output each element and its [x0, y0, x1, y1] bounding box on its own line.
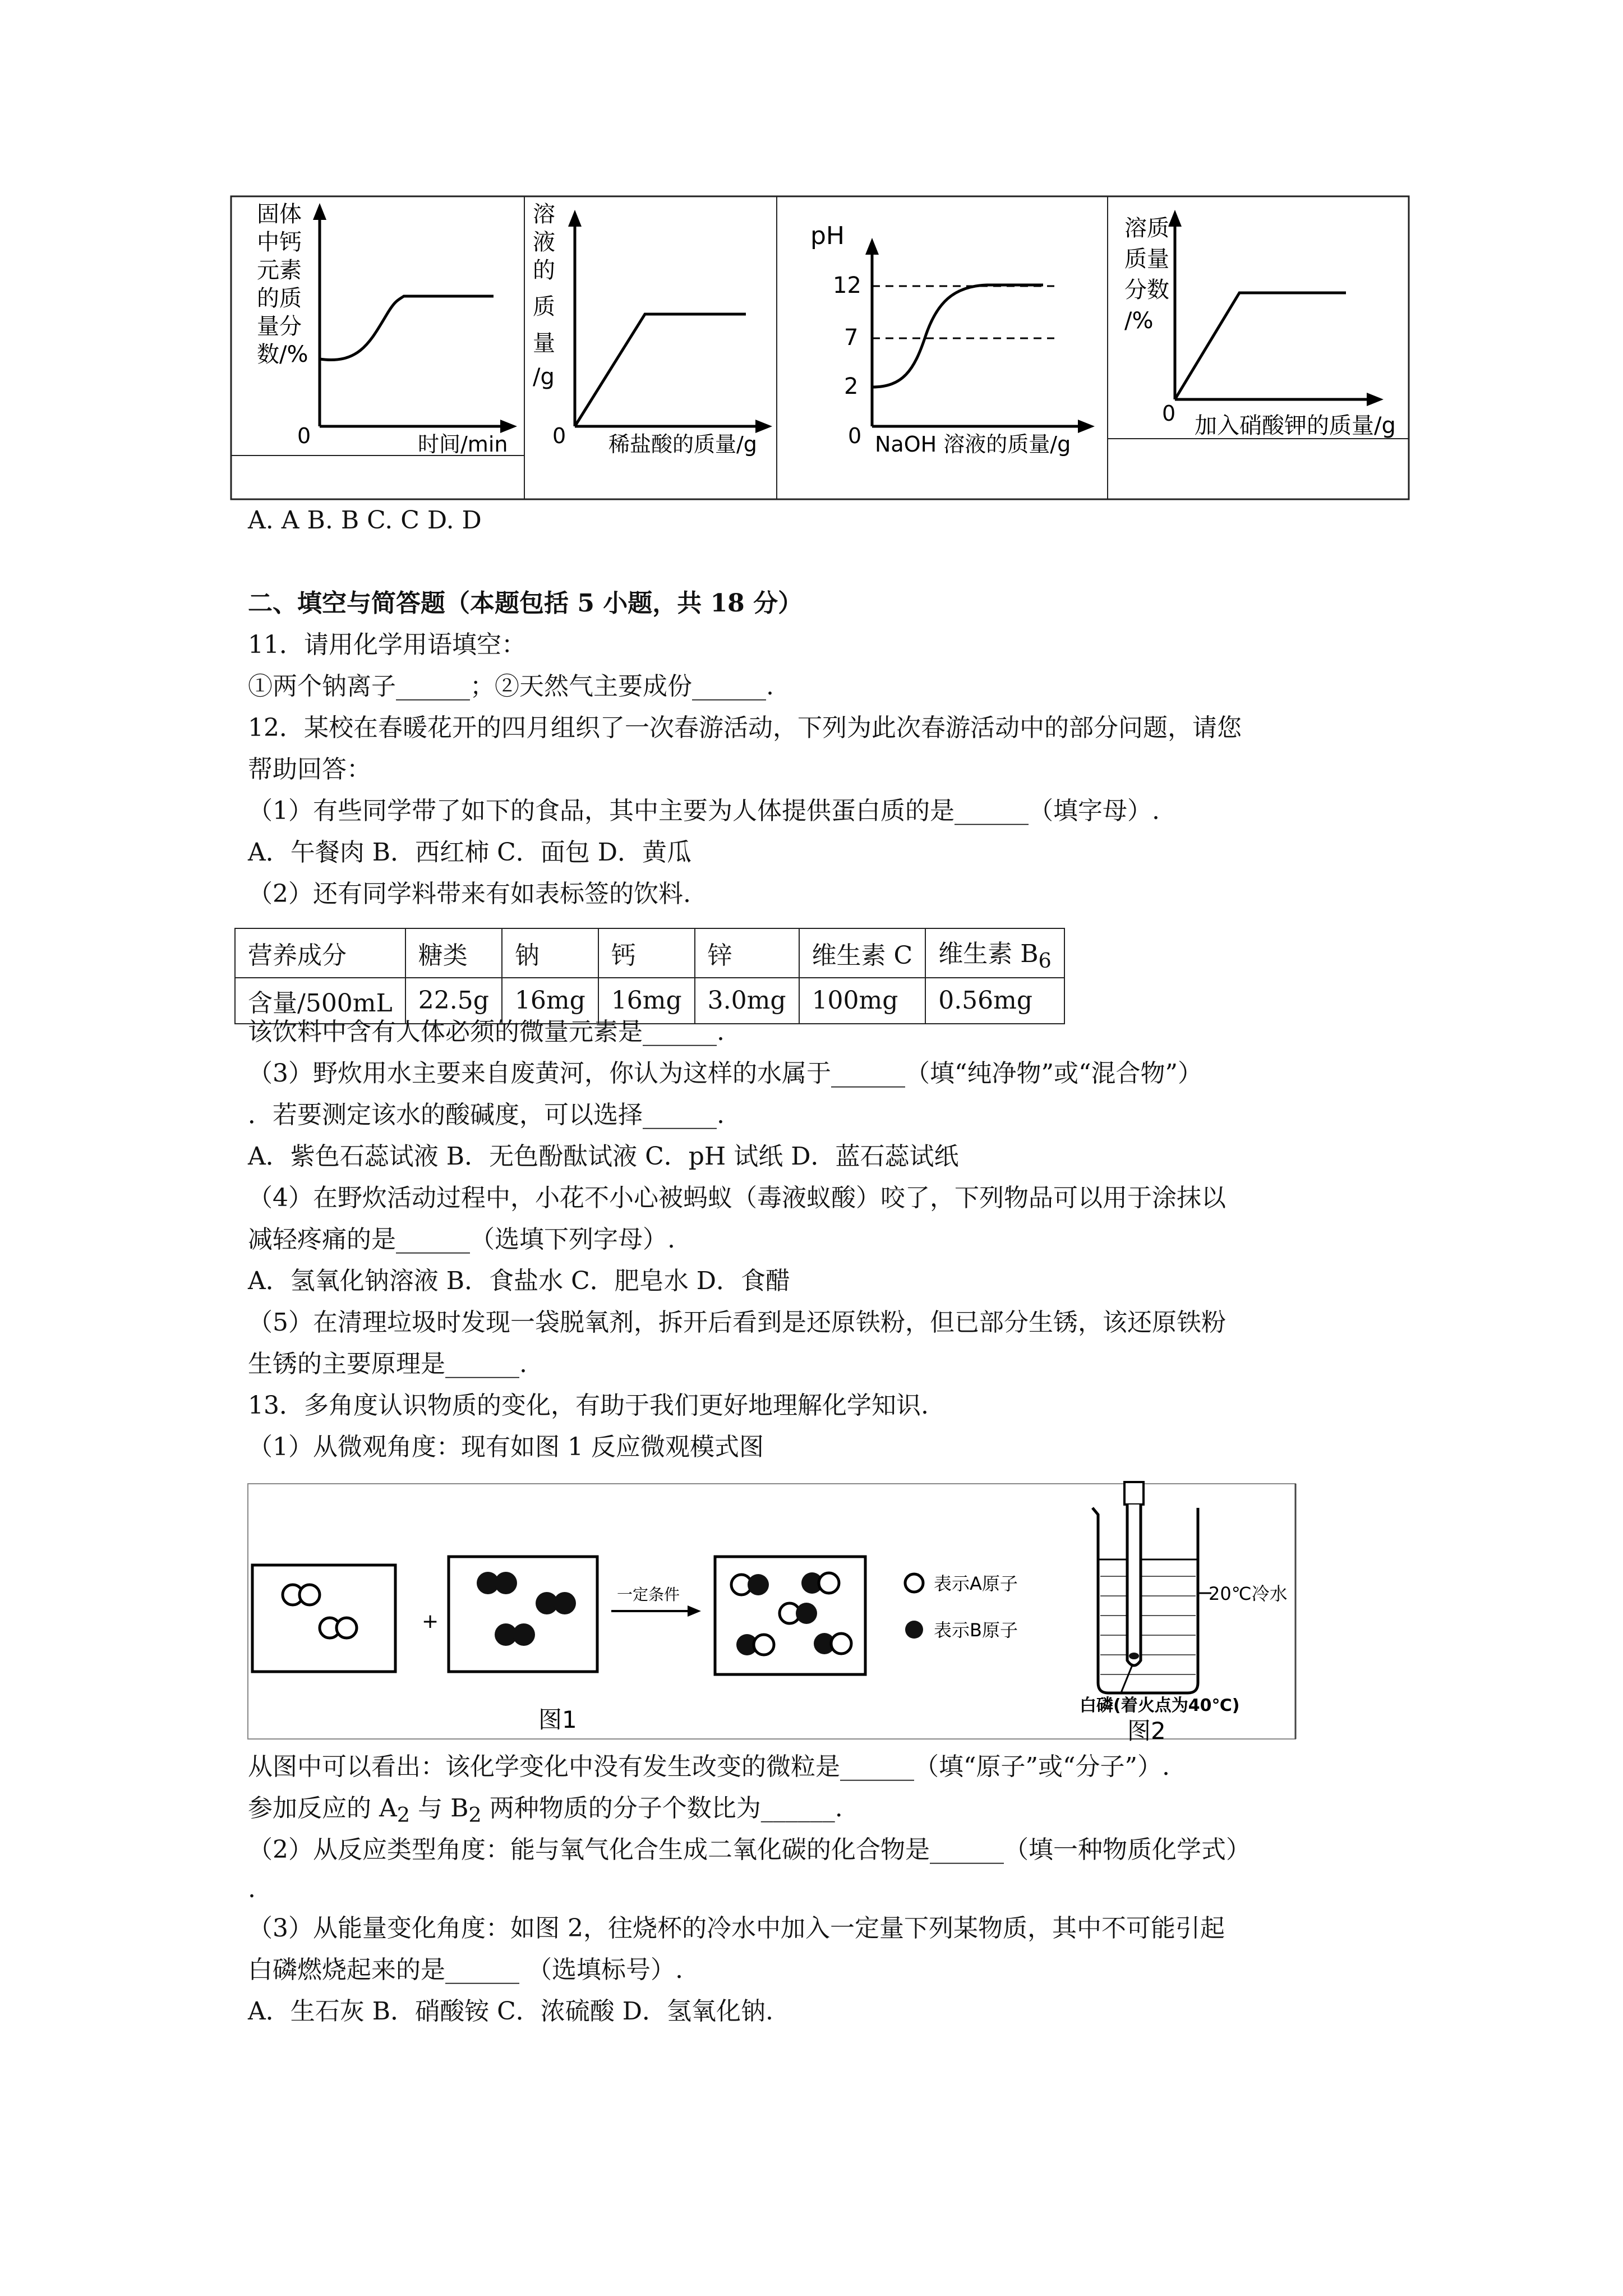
q10-graphs [0, 0, 1623, 505]
table-cell: 3.0mg [695, 978, 799, 1024]
table-cell-vitamin-b6 [925, 928, 1064, 978]
graph-a-ylabel-5: 量分 [257, 314, 302, 339]
graph-a-ylabel-2: 中钙 [257, 229, 302, 255]
q13-part1: （1）从微观角度：现有如图 1 反应微观模式图 [248, 1433, 764, 1461]
table-cell: 0.56mg [925, 978, 1064, 1024]
table-cell: 维生素 C [799, 928, 926, 978]
nutrition-table [234, 928, 1065, 1024]
graph-c [810, 222, 1095, 457]
q13-part1-q2 [248, 1793, 843, 1831]
graph-c-origin: 0 [848, 424, 862, 448]
text-span: 与 B [410, 1794, 469, 1823]
fig2-beaker [1080, 1482, 1288, 1745]
q12-part2-question: 该饮料中含有人体必须的微量元素是______. [248, 1018, 725, 1046]
table-cell: 钙 [598, 928, 695, 978]
table-cell: 糖类 [405, 928, 502, 978]
section2-title: 二、填空与简答题（本题包括 5 小题，共 18 分） [248, 589, 803, 618]
fig1-box-b2 [449, 1557, 597, 1672]
graph-d [1124, 210, 1396, 439]
table-row [235, 928, 1064, 978]
vitamin-b-label: 维生素 B [938, 940, 1039, 968]
text-span: 两种物质的分子个数比为______. [481, 1794, 843, 1823]
graph-b [533, 201, 772, 457]
q12-stem-2: 帮助回答： [248, 755, 371, 784]
q12-stem-1: 12．某校在春暖花开的四月组织了一次春游活动，下列为此次春游活动中的部分问题，请您 [248, 714, 1242, 742]
q13-part2-end: . [248, 1875, 256, 1903]
fig2-phosphorus-label: 白磷(着火点为40℃) [1080, 1696, 1240, 1715]
graph-a-ylabel-1: 固体 [257, 201, 302, 227]
fig1-box-products [715, 1557, 865, 1674]
graph-c-ylabel: pH [810, 222, 845, 250]
table-cell: 钠 [502, 928, 598, 978]
vitamin-b-subscript: 6 [1038, 948, 1052, 973]
plus-sign: + [422, 1610, 439, 1633]
stopper [1124, 1482, 1144, 1504]
graph-b-ylabel-2: 液 [533, 229, 555, 255]
table-cell: 16mg [598, 978, 695, 1024]
graph-a-ylabel-3: 元素 [257, 257, 302, 283]
q13-stem: 13．多角度认识物质的变化，有助于我们更好地理解化学知识. [248, 1391, 929, 1420]
q12-part3-2: ．若要测定该水的酸碱度，可以选择______. [248, 1101, 725, 1129]
graph-a-ylabel-6: 数/% [257, 342, 308, 367]
graph-d-ylabel-1: 溶质 [1124, 215, 1169, 241]
graph-d-origin: 0 [1162, 401, 1176, 426]
graph-a-ylabel-4: 的质 [257, 286, 302, 311]
fig2-water-label: 20℃冷水 [1209, 1583, 1288, 1604]
table-cell: 22.5g [405, 978, 502, 1024]
graph-b-ylabel-4: 质 [533, 294, 555, 320]
test-tube [1127, 1504, 1141, 1665]
legend-b-label: 表示B原子 [934, 1619, 1018, 1641]
q10-options: A. A B. B C. C D. D [248, 506, 482, 535]
q12-part1: （1）有些同学带了如下的食品，其中主要为人体提供蛋白质的是______（填字母）. [248, 797, 1160, 825]
q12-part3-options: A．紫色石蕊试液 B．无色酚酞试液 C．pH 试纸 D．蓝石蕊试纸 [248, 1142, 959, 1171]
q12-part4-options: A．氢氧化钠溶液 B．食盐水 C．肥皂水 D．食醋 [248, 1267, 791, 1295]
legend-a-label: 表示A原子 [934, 1573, 1018, 1594]
subscript: 2 [468, 1802, 482, 1827]
q13-part3-options: A．生石灰 B．硝酸铵 C．浓硫酸 D．氢氧化钠. [248, 1997, 773, 2026]
graph-a-origin: 0 [297, 424, 311, 448]
graph-b-ylabel-6: /g [533, 364, 555, 390]
q12-part2: （2）还有同学料带来有如表标签的饮料. [248, 880, 691, 908]
graph-a-xlabel: 时间/min [418, 432, 508, 457]
q12-part5-2: 生锈的主要原理是______. [248, 1350, 527, 1378]
table-cell: 营养成分 [235, 928, 405, 978]
graph-c-tick-12: 12 [833, 273, 861, 298]
graph-c-tick-7: 7 [844, 325, 859, 351]
white-phosphorus [1129, 1653, 1139, 1659]
q12-part1-options: A．午餐肉 B．西红柿 C．面包 D．黄瓜 [248, 838, 692, 867]
q13-part2: （2）从反应类型角度：能与氧气化合生成二氧化碳的化合物是______（填一种物质化学式） [248, 1835, 1251, 1864]
graph-b-xlabel: 稀盐酸的质量/g [608, 432, 757, 457]
fig1-caption: 图1 [538, 1706, 577, 1733]
legend-b-atom-icon [905, 1621, 923, 1639]
table-cell: 16mg [502, 978, 598, 1024]
q13-part3-1: （3）从能量变化角度：如图 2，往烧杯的冷水中加入一定量下列某物质，其中不可能引起 [248, 1914, 1225, 1943]
fig1-box-a2 [252, 1565, 395, 1672]
graph-a [257, 201, 517, 457]
graph-b-ylabel-3: 的 [533, 257, 555, 283]
legend-a-atom-icon [905, 1574, 923, 1592]
q13-figures [0, 1458, 1623, 1750]
table-cell: 锌 [695, 928, 799, 978]
graph-d-ylabel-2: 质量 [1124, 246, 1169, 272]
graph-b-origin: 0 [552, 424, 566, 448]
graph-d-ylabel-4: /% [1124, 308, 1154, 334]
text-span: 参加反应的 A [248, 1794, 397, 1823]
q12-part5-1: （5）在清理垃圾时发现一袋脱氧剂，拆开后看到是还原铁粉，但已部分生锈，该还原铁粉 [248, 1308, 1226, 1337]
fig1-reaction-arrow [611, 1585, 701, 1617]
q12-part4-1: （4）在野炊活动过程中，小花不小心被蚂蚁（毒液蚁酸）咬了，下列物品可以用于涂抹以 [248, 1184, 1226, 1212]
fig2-caption: 图2 [1127, 1717, 1166, 1745]
q12-part4-2: 减轻疼痛的是______（选填下列字母）. [248, 1225, 675, 1254]
q12-part3-1: （3）野炊用水主要来自废黄河，你认为这样的水属于______（填“纯净物”或“混合物”） [248, 1059, 1202, 1088]
table-cell: 100mg [799, 978, 926, 1024]
subscript: 2 [396, 1802, 411, 1827]
graph-c-tick-2: 2 [844, 374, 859, 399]
table-cell: 含量/500mL [235, 978, 405, 1024]
q13-part1-q1: 从图中可以看出：该化学变化中没有发生改变的微粒是______（填“原子”或“分子”）. [248, 1752, 1170, 1781]
q11-blanks: ①两个钠离子______；②天然气主要成份______. [248, 672, 774, 701]
q13-part3-2: 白磷燃烧起来的是______ （选填标号）. [248, 1955, 683, 1984]
reaction-condition: 一定条件 [617, 1585, 680, 1604]
graph-b-ylabel-1: 溶 [533, 201, 555, 227]
graph-d-ylabel-3: 分数 [1124, 277, 1169, 303]
graph-d-xlabel: 加入硝酸钾的质量/g [1195, 413, 1396, 439]
q11-stem: 11．请用化学用语填空： [248, 631, 526, 659]
graph-b-ylabel-5: 量 [533, 330, 555, 356]
graph-c-xlabel: NaOH 溶液的质量/g [875, 432, 1071, 457]
fig1-legend [905, 1573, 1018, 1641]
